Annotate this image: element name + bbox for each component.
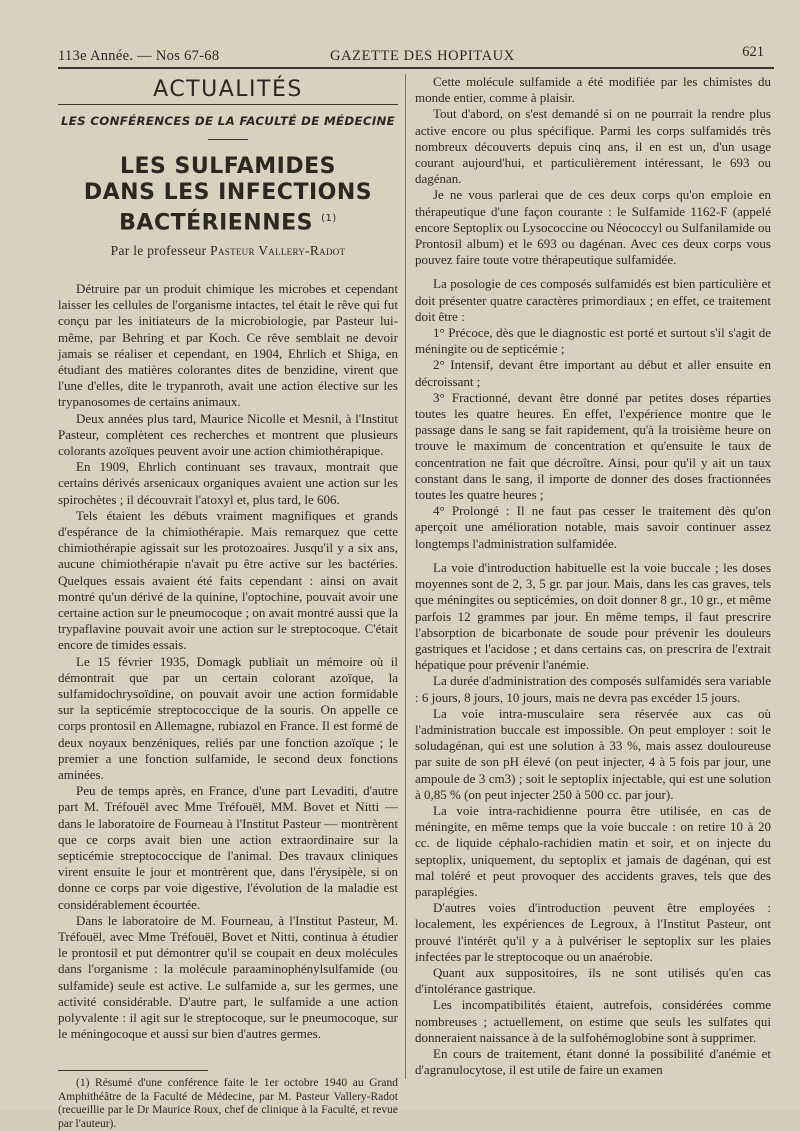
section-title: ACTUALITÉS — [153, 77, 303, 102]
short-rule — [208, 139, 248, 140]
footnote-marker: (1) — [321, 213, 337, 225]
right-paragraph: Les incompatibilités étaient, autrefois, considérées comme nombreuses ; actuellement, on estime que seuls les sulfates qui donneraient naissance à de la sulfohémoglobine sont à supprimer. — [415, 997, 771, 1045]
author-line — [58, 243, 398, 259]
left-paragraph: Deux années plus tard, Maurice Nicolle et Mesnil, à l'Institut Pasteur, complètent ces recherches et montrent que plusieurs colorants azoïques peuvent avoir une action chimiothérapique. — [58, 410, 398, 458]
article-title — [58, 154, 398, 236]
right-paragraph: 1° Précoce, dès que le diagnostic est porté et surtout s'il s'agit de méningite ou de septicémie ; — [415, 325, 771, 357]
right-paragraph: La durée d'administration des composés sulfamidés sera variable : 6 jours, 8 jours, 10 jours, mais ne devra pas excéder 15 jours. — [415, 673, 771, 705]
article-title-line2: DANS LES INFECTIONS BACTÉRIENNES — [83, 180, 373, 236]
column-divider — [405, 74, 406, 1079]
right-paragraph: Tout d'abord, on s'est demandé si on ne pourrait la rendre plus active encore ou plus spécifique. Parmi les corps sulfamidés très nombreux découverts depuis cinq ans, il en est un, d'un usage courant aujourd'hui, et particulièrement intéressant, le 693 ou dagénan. — [415, 106, 771, 187]
footnote-rule — [58, 1070, 208, 1071]
right-paragraph: 3° Fractionné, devant être donné par petites doses réparties toutes les quatre heures. En effet, l'expérience montre que le passage dans le sang se fait rapidement, qu'à la troisième heure on trouve le maximum de concentration et qu'ensuite le taux de concentration ne fait que décroître. Ainsi, pour qu'il y ait un taux constant dans le sang, il importe de donner des doses fractionnées toutes les quatre heures ; — [415, 389, 771, 503]
left-column — [58, 72, 398, 1131]
right-paragraph: 4° Prolongé : Il ne faut pas cesser le traitement dès qu'on aperçoit une amélioration notable, mais savoir continuer assez longtemps l'administration sulfamidée. — [415, 503, 771, 551]
article-title-line1: LES SULFAMIDES — [119, 154, 337, 180]
page-number: 621 — [742, 44, 764, 60]
left-paragraph: En 1909, Ehrlich continuant ses travaux, montrait que certains dérivés arsenicaux organiques avaient une action sur les spirochètes ; il découvrait l'atoxyl et, plus tard, le 606. — [58, 459, 398, 507]
right-paragraph: Cette molécule sulfamide a été modifiée par les chimistes du monde entier, comme à plaisir. — [415, 74, 771, 106]
right-paragraph: 2° Intensif, devant être important au début et aller ensuite en décroissant ; — [415, 357, 771, 389]
right-paragraph: La posologie de ces composés sulfamidés est bien particulière et doit présenter quatre caractères primordiaux ; en effet, ce traitement doit être : — [415, 276, 771, 324]
right-paragraph: La voie d'introduction habituelle est la voie buccale ; les doses moyennes sont de 2, 3, 5 gr. par jour. Mais, dans les cas graves, tels que méningites ou septicémies, on doit donner 8 gr., 10 gr., et même parfois 12 grammes par jour. En même temps, il faut prescrire l'absorption de bicarbonate de soude pour prévenir les douleurs gastriques et l'acidose ; et dans certains cas, on prescrira de l'extrait hépatique pour prévenir l'anémie. — [415, 559, 771, 673]
journal-title: GAZETTE DES HOPITAUX — [330, 48, 515, 64]
right-paragraph: D'autres voies d'introduction peuvent être employées : localement, les expériences de Legroux, à l'Institut Pasteur, ont prouvé l'intérêt qu'il y a à pulvériser le septoplix sur les plaies infectées par le streptocoque ou un anaérobie. — [415, 900, 771, 964]
issue-number: 113e Année. — Nos 67-68 — [58, 48, 220, 64]
right-paragraph: Quant aux suppositoires, ils ne sont utilisés qu'en cas d'intolérance gastrique. — [415, 964, 771, 997]
left-paragraph: Peu de temps après, en France, d'une part Levaditi, d'autre part M. Tréfouël avec Mme Tréfouël, MM. Bovet et Nitti — dans le laboratoire de Fourneau à l'Institut Pasteur — montrèrent que ce corps avait bien une action extraordinaire sur la septicémie streptococcique de l'animal. Des travaux cliniques virent ensuite le jour et montrèrent que, dans l'érysipèle, si on donne ce corps par voie digestive, l'évolution de la maladie est considérablement écourtée. — [58, 783, 398, 912]
author-prefix: Par le professeur — [110, 242, 207, 258]
right-paragraph: En cours de traitement, étant donné la possibilité d'anémie et d'agranulocytose, il est utile de faire un examen — [415, 1045, 771, 1078]
section-rule — [58, 104, 398, 105]
footnote: (1) Résumé d'une conférence faite le 1er octobre 1940 au Grand Amphithéâtre de la Faculté de Médecine, par M. Pasteur Vallery-Radot (recueillie par le Dr Maurice Roux, chef de clinique à la Faculté, et revue par l'auteur). — [58, 1077, 398, 1130]
left-paragraph: Le 15 février 1935, Domagk publiait un mémoire où il démontrait que par un certain colorant azoïque, la sulfamidochrysoïdine, on pouvait avoir une action formidable sur la septicémie streptococcique de la souris. On appelle ce corps prontosil en Allemagne, rubiazol en France. Il est formé de deux noyaux benzéniques, reliés par une fonction azoïque ; le premier a une fonction sulfamide, le second deux fonctions aminées. — [58, 653, 398, 783]
right-column — [415, 74, 771, 1078]
author-name: Pasteur Vallery-Radot — [210, 242, 346, 258]
conference-subheading: LES CONFÉRENCES DE LA FACULTÉ DE MÉDECINE — [60, 114, 396, 129]
right-paragraph: La voie intra-musculaire sera réservée aux cas où l'administration buccale est impossible. On peut employer : soit le soludagénan, qui est une solution à 33 %, mais assez douloureuse par suite de son pH élevé (on peut injecter, 4 à 5 fois par jour, une ampoule de 3 cm3) ; soit le septoplix injectable, qui est une solution à 0,85 % (on peut injecter 250 à 500 cc. par jour). — [415, 705, 771, 802]
right-paragraph: La voie intra-rachidienne pourra être utilisée, en cas de méningite, en même temps que la voie buccale : on retire 10 à 20 cc. de liquide céphalo-rachidien matin et soir, et on injecte du septoplix, uniquement, du septoplix et jamais de dagénan, qui est mal toléré et peut provoquer des accidents graves, tels que des paraplégies. — [415, 802, 771, 899]
left-paragraph: Dans le laboratoire de M. Fourneau, à l'Institut Pasteur, M. Tréfouël, avec Mme Tréfouël, Bovet et Nitti, continua à étudier le prontosil et put démontrer qu'il se coupait en deux molécules dans l'organisme : la molécule paraaminophénylsulfamide (ou sulfamide) seule est active. Le sulfamide a, sur les germes, une activité considérable. D'autre part, le sulfamide a une action polyvalente : il agit sur le streptocoque, sur le pneumocoque, sur le méningocoque et aussi sur bien d'autres germes. — [58, 912, 398, 1042]
left-paragraph: Tels étaient les débuts vraiment magnifiques et grands d'espérance de la chimiothérapie. Mais remarquez que cette chimiothérapie agissait sur les protozoaires. Jusqu'il y a six ans, aucune chimiothérapie n'avait pu être active sur les bactéries. Quelques essais avaient été faits cependant : ainsi on avait montré qu'un dérivé de la quinine, l'optochine, pouvait avoir une certaine action sur le pneumocoque ; on avait montré aussi que la trypaflavine pouvait avoir une action sur le streptocoque. C'était encore de timides essais. — [58, 507, 398, 653]
left-paragraph: Détruire par un produit chimique les microbes et cependant laisser les cellules de l'organisme intactes, tel était le rêve qui fut conçu par les initiateurs de la microbiologie, par Pasteur lui-même, par Behring et par Koch. Ce rêve semblait ne devoir jamais se réaliser et cependant, en 1904, Ehrlich et Shiga, en étudiant des matières colorantes dites de benzidine, virent que l'une d'elles, dite le trypanroth, avait une action élective sur les trypanosomes de certains animaux. — [58, 280, 398, 410]
right-paragraph: Je ne vous parlerai que de ces deux corps qu'on emploie en thérapeutique d'une façon courante : le Sulfamide 1162-F (appelé encore Septoplix ou Lysococcine ou Néococcyl ou Sulfanilamide ou Prontosil album) et le 693 ou dagénan. Avec ces deux corps vous pouvez faire toute votre thérapeutique sulfamidée. — [415, 187, 771, 268]
header-rule — [58, 67, 774, 69]
page-header — [58, 44, 770, 66]
